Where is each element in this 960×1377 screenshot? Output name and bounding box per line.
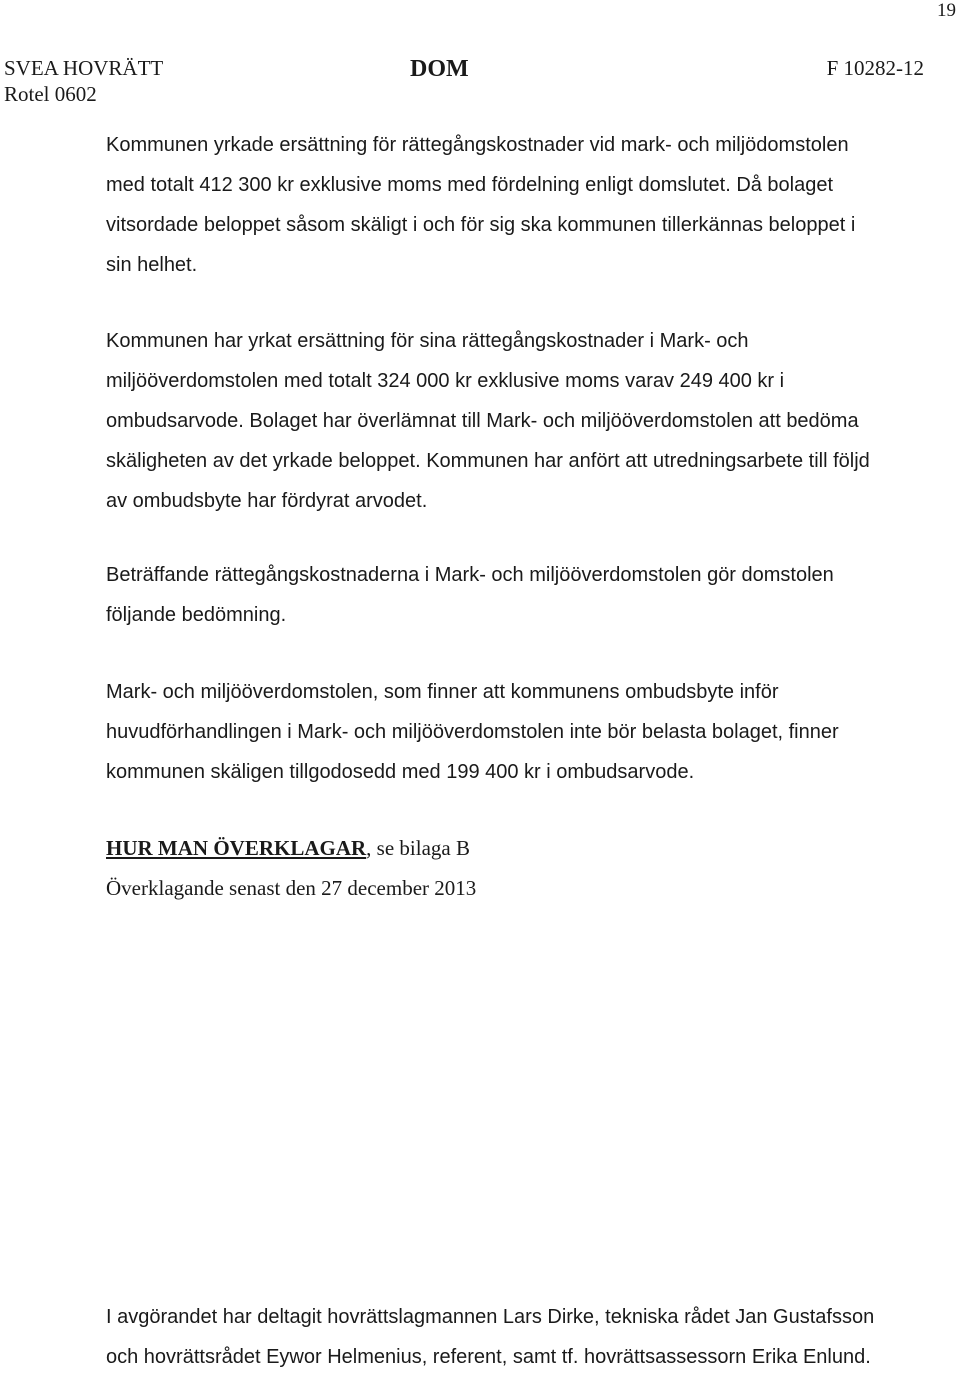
text-line: följande bedömning. [106, 604, 287, 626]
appeal-section [106, 828, 906, 908]
appeal-heading: HUR MAN ÖVERKLAGAR [106, 836, 367, 860]
document-header [4, 55, 924, 105]
case-number: F 10282-12 [826, 56, 924, 80]
text-line: och hovrättsrådet Eywor Helmenius, referent, samt tf. hovrättsassessorn Erika Enlund. [106, 1346, 871, 1368]
paragraph-costs-lower-court [106, 125, 906, 285]
text-line: huvudförhandlingen i Mark- och miljööverdomstolen inte bör belasta bolaget, finner [106, 721, 839, 743]
text-line: ombudsarvode. Bolaget har överlämnat till Mark- och miljööverdomstolen att bedöma [106, 410, 859, 432]
appeal-heading-line [106, 828, 906, 868]
paragraph-assessment-ruling [106, 672, 906, 792]
appeal-heading-suffix: , se bilaga B [366, 836, 470, 860]
document-type: DOM [410, 56, 469, 82]
text-line: vitsordade beloppet såsom skäligt i och för sig ska kommunen tillerkännas beloppet i [106, 214, 856, 236]
text-line: Mark- och miljööverdomstolen, som finner att kommunens ombudsbyte inför [106, 681, 779, 703]
appeal-deadline: Överklagande senast den 27 december 2013 [106, 876, 477, 900]
text-line: miljööverdomstolen med totalt 324 000 kr exklusive moms varav 249 400 kr i [106, 370, 785, 392]
court-name: SVEA HOVRÄTT [4, 56, 164, 80]
text-line: med totalt 412 300 kr exklusive moms med fördelning enligt domslutet. Då bolaget [106, 174, 834, 196]
text-line: Kommunen har yrkat ersättning för sina rättegångskostnader i Mark- och [106, 330, 749, 352]
text-line: skäligheten av det yrkade beloppet. Kommunen har anfört att utredningsarbete till följd [106, 450, 870, 472]
text-line: Beträffande rättegångskostnaderna i Mark- och miljööverdomstolen gör domstolen [106, 564, 834, 586]
paragraph-costs-appeal-claim [106, 321, 906, 521]
text-line: sin helhet. [106, 254, 198, 276]
text-line: I avgörandet har deltagit hovrättslagmannen Lars Dirke, tekniska rådet Jan Gustafsson [106, 1306, 875, 1328]
judges-paragraph [106, 1297, 906, 1377]
page-number: 19 [937, 0, 956, 21]
text-line: kommunen skäligen tillgodosedd med 199 400 kr i ombudsarvode. [106, 761, 695, 783]
text-line: av ombudsbyte har fördyrat arvodet. [106, 490, 428, 512]
paragraph-assessment-intro [106, 555, 906, 635]
department-label: Rotel 0602 [4, 82, 97, 106]
text-line: Kommunen yrkade ersättning för rättegångskostnader vid mark- och miljödomstolen [106, 134, 849, 156]
